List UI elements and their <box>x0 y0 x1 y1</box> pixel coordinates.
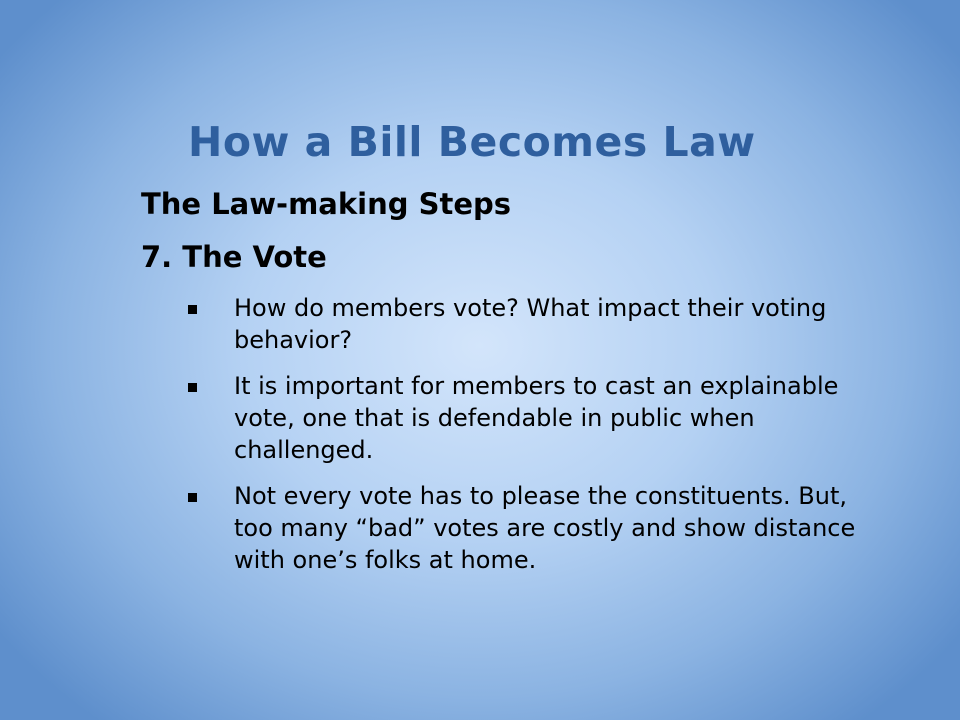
bullet-text: Not every vote has to please the constituents. But, too many “bad” votes are costly and show distance with one’s folks at home. <box>234 482 856 574</box>
slide-subtitle: The Law-making Steps <box>141 187 512 221</box>
bullet-item <box>188 480 868 576</box>
bullet-item <box>188 370 868 466</box>
bullet-text: It is important for members to cast an explainable vote, one that is defendable in public when challenged. <box>234 372 839 464</box>
bullet-item <box>188 292 868 356</box>
square-bullet-icon <box>188 305 197 314</box>
slide-title: How a Bill Becomes Law <box>188 118 756 166</box>
bullet-text: How do members vote? What impact their voting behavior? <box>234 294 827 354</box>
bullet-list <box>188 292 868 590</box>
square-bullet-icon <box>188 493 197 502</box>
square-bullet-icon <box>188 383 197 392</box>
step-heading: 7. The Vote <box>141 240 327 274</box>
